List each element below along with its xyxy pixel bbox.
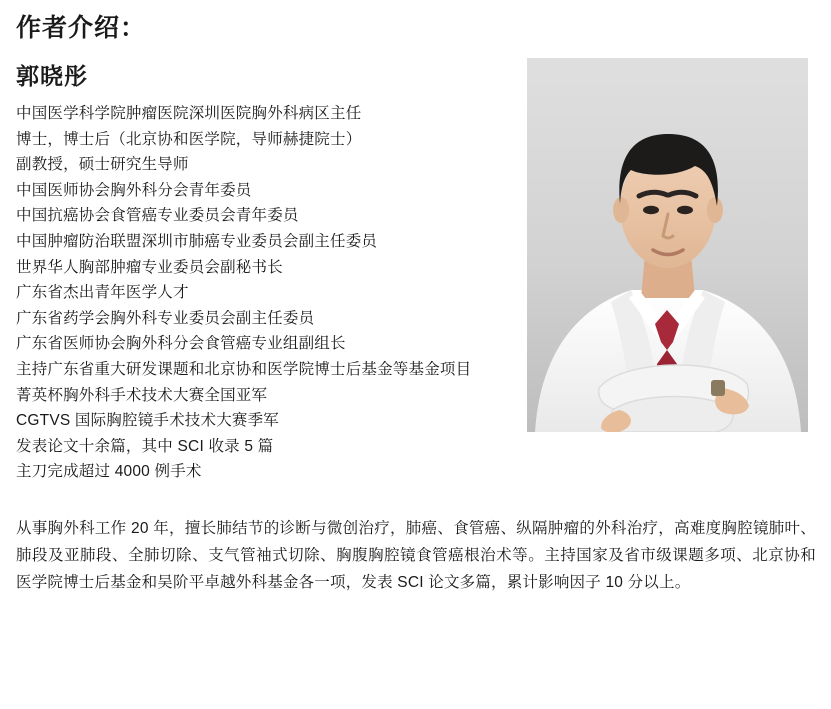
list-item: 中国肿瘤防治联盟深圳市肺癌专业委员会副主任委员	[16, 232, 378, 250]
person-name: 郭晓彤	[16, 64, 88, 89]
list-item: 发表论文十余篇，其中 SCI 收录 5 篇	[16, 437, 274, 455]
biography-block	[14, 58, 817, 485]
list-item: 菁英杯胸外科手术技术大赛全国亚军	[16, 386, 268, 404]
list-item: 广东省药学会胸外科专业委员会副主任委员	[16, 309, 315, 327]
credentials-list	[14, 101, 536, 485]
list-item: 广东省杰出青年医学人才	[16, 284, 189, 302]
list-item: 中国医学科学院肿瘤医院深圳医院胸外科病区主任	[16, 105, 362, 122]
list-item: 副教授，硕士研究生导师	[16, 156, 189, 174]
list-item: 广东省医师协会胸外科分会食管癌专业组副组长	[16, 335, 346, 353]
list-item: 世界华人胸部肿瘤专业委员会副秘书长	[16, 258, 283, 276]
list-item: 博士，博士后（北京协和医学院，导师赫捷院士）	[16, 130, 362, 148]
summary-paragraph: 从事胸外科工作 20 年，擅长肺结节的诊断与微创治疗，肺癌、食管癌、纵隔肿瘤的外科治疗，高难度胸腔镜肺叶、肺段及亚肺段、全肺切除、支气管袖式切除、胸腹胸腔镜食管癌根治术等。主持国家及省市级课题多项、北京协和医学院博士后基金和吴阶平卓越外科基金各一项，发表 SCI 论文多篇，累计影响因子 10 分以上。	[16, 519, 816, 591]
portrait-photo	[527, 58, 808, 432]
page-title: 作者介绍：	[16, 15, 147, 42]
list-item: 主刀完成超过 4000 例手术	[16, 463, 202, 481]
list-item: 中国医师协会胸外科分会青年委员	[16, 181, 252, 199]
list-item: 主持广东省重大研发课题和北京协和医学院博士后基金等基金项目	[16, 360, 472, 378]
list-item: 中国抗癌协会食管癌专业委员会青年委员	[16, 207, 299, 225]
list-item: CGTVS 国际胸腔镜手术技术大赛季军	[16, 412, 280, 430]
